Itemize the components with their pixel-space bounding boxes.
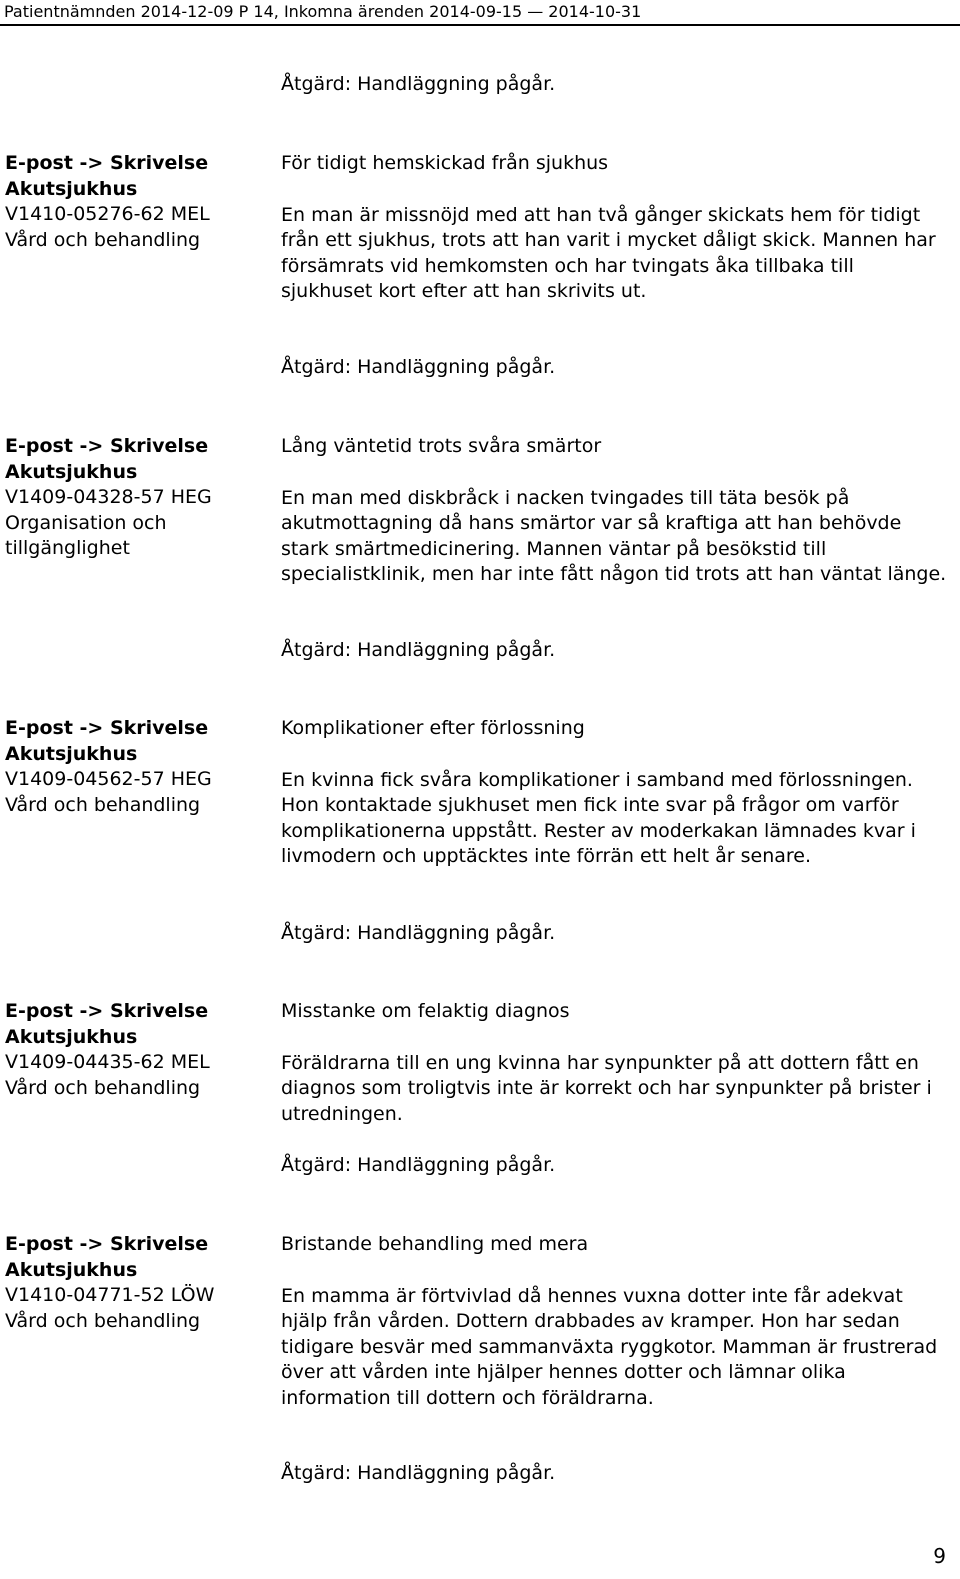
case-channel: E-post -> Skrivelse [5,1233,209,1255]
case-meta [5,434,225,562]
case-description: En man är missnöjd med att han två gånger skickats hem för tidigt från ett sjukhus, trots att han varit i mycket dåligt skick. Mannen har försämrats vid hemkomsten och har tvingats åka tillbaka till sjukhuset kort efter att han skrivits ut. [281,203,936,302]
case-description: Föräldrarna till en ung kvinna har synpunkter på att dottern fått en diagnos som troligtvis inte är korrekt och har synpunkter på brister i utredningen. [281,1051,932,1125]
header-title: Patientnämnden 2014-12-09 P 14, Inkomna ärenden 2014-09-15 — 2014-10-31 [4,2,642,21]
page-number: 9 [933,1544,946,1568]
case-content [281,434,949,588]
case-channel: E-post -> Skrivelse [5,152,209,174]
case-action: Åtgärd: Handläggning pågår. [281,922,556,944]
case-action: Åtgärd: Handläggning pågår. [281,639,556,661]
case-channel: E-post -> Skrivelse [5,1000,209,1022]
case-unit: Akutsjukhus [5,460,138,483]
case-meta [5,151,265,253]
case-title: Komplikationer efter förlossning [281,717,585,739]
case-unit: Akutsjukhus [5,1025,138,1048]
case-title: Bristande behandling med mera [281,1233,589,1255]
case-id: V1409-04435-62 MEL [5,1051,210,1073]
case-category: Vård och behandling [5,1309,201,1332]
case-action: Åtgärd: Handläggning pågår. [281,356,556,378]
case-id: V1410-04771-52 LÖW [5,1284,215,1306]
case-channel: E-post -> Skrivelse [5,717,209,739]
case-title: Lång väntetid trots svåra smärtor [281,435,602,457]
case-id: V1409-04328-57 HEG [5,486,212,508]
case-category: Vård och behandling [5,1076,201,1099]
case-content [281,1232,949,1411]
case-title: För tidigt hemskickad från sjukhus [281,152,609,174]
case-meta [5,1232,265,1334]
case-category: Vård och behandling [5,228,201,251]
case-content [281,151,949,305]
case-id: V1410-05276-62 MEL [5,203,210,225]
case-content [281,716,949,870]
case-unit: Akutsjukhus [5,177,138,200]
case-description: En kvinna fick svåra komplikationer i samband med förlossningen. Hon kontaktade sjukhuset men fick inte svar på frågor om varför komplikationerna uppstått. Rester av moderkakan lämnades kvar i livmodern och upptäcktes inte förrän ett helt år senare. [281,768,916,867]
case-description: En mamma är förtvivlad då hennes vuxna dotter inte får adekvat hjälp från vården. Dottern drabbades av kramper. Hon har sedan tidigare besvär med sammanväxta ryggkotor. Mamman är frustrerad över att vården inte hjälper hennes dotter och lämnar olika information till dottern och föräldrarna. [281,1284,938,1409]
case-title: Misstanke om felaktig diagnos [281,1000,570,1022]
header-divider [0,24,960,26]
case-meta [5,999,265,1101]
page-header [0,0,960,26]
case-content [281,999,949,1127]
case-action: Åtgärd: Handläggning pågår. [281,1154,556,1176]
case-unit: Akutsjukhus [5,1258,138,1281]
case-category: Vård och behandling [5,793,201,816]
case-channel: E-post -> Skrivelse [5,435,209,457]
initial-action: Åtgärd: Handläggning pågår. [281,73,556,95]
case-unit: Akutsjukhus [5,742,138,765]
case-action: Åtgärd: Handläggning pågår. [281,1462,556,1484]
case-description: En man med diskbråck i nacken tvingades till täta besök på akutmottagning då hans smärtor var så kraftiga att han behövde stark smärtmedicinering. Mannen väntar på besökstid till specialistklinik, men har inte fått någon tid trots att han väntat länge. [281,486,947,585]
case-meta [5,716,265,818]
case-category: Organisation och tillgänglighet [5,511,167,559]
case-id: V1409-04562-57 HEG [5,768,212,790]
